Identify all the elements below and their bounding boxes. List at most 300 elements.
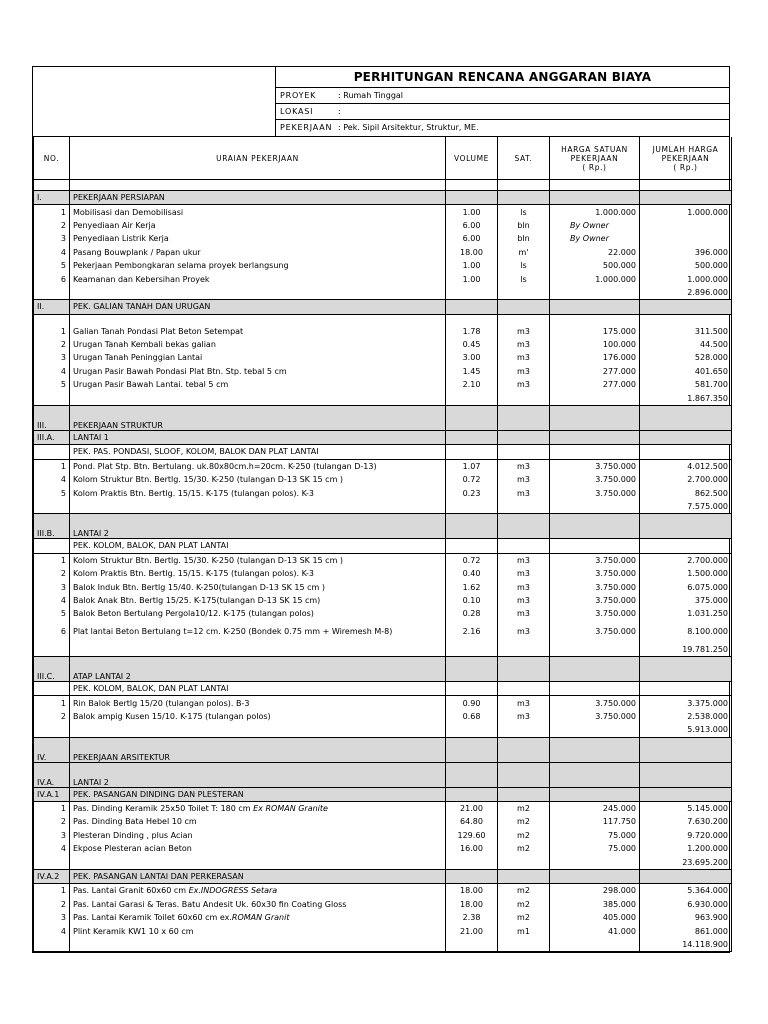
item-description bbox=[70, 594, 446, 607]
item-description bbox=[70, 696, 446, 710]
item-description bbox=[70, 259, 446, 272]
section-title: PEK. KOLOM, BALOK, DAN PLAT LANTAI bbox=[70, 681, 446, 695]
empty-cell bbox=[640, 787, 732, 801]
section-title: LANTAI 2 bbox=[70, 762, 446, 787]
empty-cell bbox=[550, 314, 640, 325]
table-row bbox=[34, 621, 732, 643]
item-description bbox=[70, 924, 446, 937]
item-total: 7.630.200 bbox=[640, 815, 732, 828]
item-unit: m3 bbox=[498, 621, 550, 643]
empty-cell bbox=[498, 855, 550, 869]
empty-cell bbox=[498, 430, 550, 444]
item-unit: ls bbox=[498, 272, 550, 285]
empty-cell bbox=[446, 500, 498, 514]
spacer-row bbox=[34, 180, 732, 191]
item-unit-price: 3.750.000 bbox=[550, 710, 640, 723]
item-total: 5.364.000 bbox=[640, 884, 732, 898]
subtotal-value: 14.118.900 bbox=[640, 938, 732, 952]
item-unit-price: 1.000.000 bbox=[550, 205, 640, 219]
item-description-text: Pas. Lantai Granit 60x60 cm bbox=[73, 886, 189, 896]
section-title: PEKERJAAN PERSIAPAN bbox=[70, 191, 446, 205]
item-description bbox=[70, 607, 446, 620]
empty-cell bbox=[640, 191, 732, 205]
item-description bbox=[70, 246, 446, 259]
empty-cell bbox=[550, 762, 640, 787]
empty-cell bbox=[550, 938, 640, 952]
empty-cell bbox=[34, 855, 70, 869]
item-description bbox=[70, 842, 446, 855]
item-description-text: Galian Tanah Pondasi Plat Beton Setempat bbox=[73, 326, 244, 336]
item-unit-price: 500.000 bbox=[550, 259, 640, 272]
item-volume: 0.90 bbox=[446, 696, 498, 710]
empty-cell bbox=[550, 787, 640, 801]
item-description bbox=[70, 580, 446, 593]
item-unit: m3 bbox=[498, 696, 550, 710]
table-row bbox=[34, 219, 732, 232]
item-description bbox=[70, 365, 446, 378]
item-volume: 1.78 bbox=[446, 325, 498, 338]
logo-box bbox=[33, 67, 276, 136]
empty-cell bbox=[34, 314, 70, 325]
item-volume: 0.23 bbox=[446, 486, 498, 499]
table-row bbox=[34, 351, 732, 364]
item-total: 1.200.000 bbox=[640, 842, 732, 855]
spacer-row bbox=[34, 314, 732, 325]
item-unit-price: 75.000 bbox=[550, 829, 640, 842]
empty-cell bbox=[446, 787, 498, 801]
sheet-header bbox=[33, 67, 729, 137]
item-number: 2 bbox=[34, 898, 70, 911]
item-unit-price: 3.750.000 bbox=[550, 621, 640, 643]
empty-cell bbox=[446, 286, 498, 300]
item-description-text: Pas. Lantai Garasi & Teras. Batu Andesit Uk. 60x30 fin Coating Gloss bbox=[73, 899, 347, 909]
item-description-text: Kolom Praktis Btn. Bertlg. 15/15. K-175 (tulangan polos). K-3 bbox=[73, 569, 314, 579]
item-description-text: Ekpose Plesteran acian Beton bbox=[73, 844, 192, 854]
item-unit: m3 bbox=[498, 553, 550, 567]
item-unit: m2 bbox=[498, 829, 550, 842]
empty-cell bbox=[550, 656, 640, 681]
item-unit: ls bbox=[498, 205, 550, 219]
item-unit-price: 1.000.000 bbox=[550, 272, 640, 285]
subtotal-value: 5.913.000 bbox=[640, 723, 732, 737]
empty-cell bbox=[446, 539, 498, 553]
item-number: 5 bbox=[34, 259, 70, 272]
item-volume: 3.00 bbox=[446, 351, 498, 364]
table-row bbox=[34, 898, 732, 911]
item-unit-price: 22.000 bbox=[550, 246, 640, 259]
item-number: 3 bbox=[34, 351, 70, 364]
item-number: 1 bbox=[34, 696, 70, 710]
subtotal-row bbox=[34, 391, 732, 405]
empty-cell bbox=[498, 391, 550, 405]
empty-cell bbox=[498, 643, 550, 657]
empty-cell bbox=[446, 430, 498, 444]
empty-cell bbox=[550, 500, 640, 514]
item-unit-price: 41.000 bbox=[550, 924, 640, 937]
info-key: PEKERJAAN bbox=[280, 123, 333, 132]
empty-cell bbox=[446, 405, 498, 430]
table-row bbox=[34, 884, 732, 898]
item-description-text: Keamanan dan Kebersihan Proyek bbox=[73, 274, 210, 284]
item-unit: m2 bbox=[498, 898, 550, 911]
empty-cell bbox=[550, 191, 640, 205]
empty-cell bbox=[640, 681, 732, 695]
section-row bbox=[34, 405, 732, 430]
table-row bbox=[34, 338, 732, 351]
section-title: PEK. PAS. PONDASI, SLOOF, KOLOM, BALOK DAN PLAT LANTAI bbox=[70, 445, 446, 459]
section-title: ATAP LANTAI 2 bbox=[70, 656, 446, 681]
item-description-text: Urugan Pasir Bawah Lantai. tebal 5 cm bbox=[73, 380, 229, 390]
item-description bbox=[70, 351, 446, 364]
item-description-text: Balok Induk Btn. Bertlg 15/40. K-250(tulangan D-13 SK 15 cm ) bbox=[73, 582, 325, 592]
item-number: 5 bbox=[34, 486, 70, 499]
item-description-italic: Ex ROMAN Granite bbox=[253, 804, 328, 814]
item-number: 3 bbox=[34, 580, 70, 593]
item-description bbox=[70, 473, 446, 486]
item-volume: 6.00 bbox=[446, 219, 498, 232]
item-total bbox=[640, 232, 732, 245]
item-unit: m2 bbox=[498, 842, 550, 855]
info-row-lokasi bbox=[276, 104, 729, 120]
item-description-text: Pekerjaan Pembongkaran selama proyek berlangsung bbox=[73, 261, 289, 271]
item-total: 396.000 bbox=[640, 246, 732, 259]
item-total: 375.000 bbox=[640, 594, 732, 607]
item-description bbox=[70, 232, 446, 245]
item-total: 862.500 bbox=[640, 486, 732, 499]
item-description-text: Rin Balok Bertlg 15/20 (tulangan polos). B-3 bbox=[73, 698, 250, 708]
item-number: 1 bbox=[34, 801, 70, 815]
empty-cell bbox=[550, 643, 640, 657]
section-title: PEK. GALIAN TANAH DAN URUGAN bbox=[70, 300, 446, 314]
item-description-text: Kolom Struktur Btn. Bertlg. 15/30. K-250 (tulangan D-13 SK 15 cm ) bbox=[73, 475, 344, 485]
empty-cell bbox=[640, 656, 732, 681]
item-description bbox=[70, 459, 446, 473]
section-number: IV.A. bbox=[34, 762, 70, 787]
table-row bbox=[34, 829, 732, 842]
empty-cell bbox=[640, 405, 732, 430]
item-description bbox=[70, 710, 446, 723]
item-total: 6.075.000 bbox=[640, 580, 732, 593]
empty-cell bbox=[446, 762, 498, 787]
item-description-text: Kolom Struktur Btn. Bertlg. 15/30. K-250 (tulangan D-13 SK 15 cm ) bbox=[73, 555, 344, 565]
item-volume: 0.10 bbox=[446, 594, 498, 607]
section-row bbox=[34, 787, 732, 801]
table-row bbox=[34, 325, 732, 338]
item-volume: 18.00 bbox=[446, 884, 498, 898]
table-row bbox=[34, 259, 732, 272]
item-volume: 1.00 bbox=[446, 259, 498, 272]
empty-cell bbox=[498, 191, 550, 205]
item-total: 44.500 bbox=[640, 338, 732, 351]
item-description-text: Penyediaan Listrik Kerja bbox=[73, 234, 169, 244]
item-volume: 0.40 bbox=[446, 567, 498, 580]
info-row-proyek bbox=[276, 88, 729, 104]
item-total: 1.500.000 bbox=[640, 567, 732, 580]
empty-cell bbox=[446, 723, 498, 737]
subtotal-value: 19.781.250 bbox=[640, 643, 732, 657]
item-description bbox=[70, 486, 446, 499]
item-unit-price: 3.750.000 bbox=[550, 696, 640, 710]
section-number: IV. bbox=[34, 737, 70, 762]
empty-cell bbox=[550, 430, 640, 444]
subsection-row bbox=[34, 539, 732, 553]
section-title: PEK. PASANGAN LANTAI DAN PERKERASAN bbox=[70, 869, 446, 883]
empty-cell bbox=[446, 855, 498, 869]
info-value: : Rumah Tinggal bbox=[338, 91, 404, 100]
item-description bbox=[70, 884, 446, 898]
item-unit-price: 277.000 bbox=[550, 365, 640, 378]
empty-cell bbox=[550, 445, 640, 459]
section-number: III. bbox=[34, 405, 70, 430]
section-row bbox=[34, 762, 732, 787]
item-number: 1 bbox=[34, 884, 70, 898]
empty-cell bbox=[550, 286, 640, 300]
item-description bbox=[70, 272, 446, 285]
col-uraian: URAIAN PEKERJAAN bbox=[70, 137, 446, 180]
item-unit: m3 bbox=[498, 351, 550, 364]
empty-cell bbox=[498, 405, 550, 430]
empty-cell bbox=[498, 314, 550, 325]
item-unit-price: 245.000 bbox=[550, 801, 640, 815]
item-total: 2.700.000 bbox=[640, 473, 732, 486]
table-row bbox=[34, 205, 732, 219]
item-volume: 18.00 bbox=[446, 898, 498, 911]
item-unit-price: 3.750.000 bbox=[550, 486, 640, 499]
item-volume: 0.72 bbox=[446, 473, 498, 486]
empty-cell bbox=[446, 938, 498, 952]
item-number: 6 bbox=[34, 621, 70, 643]
col-harga bbox=[550, 137, 640, 180]
item-description-text: Balok ampig Kusen 15/10. K-175 (tulangan polos) bbox=[73, 711, 271, 721]
item-unit-price: 298.000 bbox=[550, 884, 640, 898]
item-volume: 0.72 bbox=[446, 553, 498, 567]
table-row bbox=[34, 580, 732, 593]
item-unit: m3 bbox=[498, 459, 550, 473]
item-total: 3.375.000 bbox=[640, 696, 732, 710]
empty-cell bbox=[640, 314, 732, 325]
item-description bbox=[70, 325, 446, 338]
item-unit: m3 bbox=[498, 580, 550, 593]
col-sat: SAT. bbox=[498, 137, 550, 180]
table-row bbox=[34, 815, 732, 828]
item-unit: m3 bbox=[498, 710, 550, 723]
section-title: PEK. PASANGAN DINDING DAN PLESTERAN bbox=[70, 787, 446, 801]
item-unit: ls bbox=[498, 259, 550, 272]
empty-cell bbox=[498, 445, 550, 459]
item-total: 6.930.000 bbox=[640, 898, 732, 911]
empty-cell bbox=[550, 539, 640, 553]
item-unit-price: 3.750.000 bbox=[550, 580, 640, 593]
col-harga-line2: PEKERJAAN bbox=[570, 153, 619, 163]
info-key: LOKASI bbox=[280, 107, 314, 116]
item-total: 5.145.000 bbox=[640, 801, 732, 815]
info-key: PROYEK bbox=[280, 91, 317, 100]
item-description-text: Pas. Dinding Bata Hebel 10 cm bbox=[73, 817, 197, 827]
empty-cell bbox=[640, 430, 732, 444]
item-unit: m' bbox=[498, 246, 550, 259]
section-number bbox=[34, 445, 70, 459]
empty-cell bbox=[550, 405, 640, 430]
item-description-italic: ROMAN Granit bbox=[231, 913, 290, 923]
section-row bbox=[34, 737, 732, 762]
table-body bbox=[34, 180, 732, 952]
item-total: 2.538.000 bbox=[640, 710, 732, 723]
item-number: 4 bbox=[34, 924, 70, 937]
column-header-row bbox=[34, 137, 732, 180]
subtotal-value: 1.867.350 bbox=[640, 391, 732, 405]
item-volume: 129.60 bbox=[446, 829, 498, 842]
empty-cell bbox=[70, 723, 446, 737]
item-volume: 18.00 bbox=[446, 246, 498, 259]
item-total: 1.000.000 bbox=[640, 272, 732, 285]
empty-cell bbox=[446, 191, 498, 205]
section-number: IV.A.2 bbox=[34, 869, 70, 883]
item-volume: 1.00 bbox=[446, 205, 498, 219]
item-unit-price: 277.000 bbox=[550, 378, 640, 391]
table-row bbox=[34, 232, 732, 245]
item-volume: 2.10 bbox=[446, 378, 498, 391]
table-row bbox=[34, 911, 732, 924]
empty-cell bbox=[70, 855, 446, 869]
item-total: 528.000 bbox=[640, 351, 732, 364]
item-description-text: Penyediaan Air Kerja bbox=[73, 220, 156, 230]
empty-cell bbox=[34, 643, 70, 657]
item-description bbox=[70, 801, 446, 815]
item-description-text: Pasang Bouwplank / Papan ukur bbox=[73, 247, 201, 257]
item-unit: m1 bbox=[498, 924, 550, 937]
table-row bbox=[34, 710, 732, 723]
empty-cell bbox=[550, 391, 640, 405]
empty-cell bbox=[550, 514, 640, 539]
item-number: 1 bbox=[34, 553, 70, 567]
item-number: 1 bbox=[34, 205, 70, 219]
info-row-pekerjaan bbox=[276, 120, 729, 135]
table-row bbox=[34, 696, 732, 710]
empty-cell bbox=[498, 787, 550, 801]
item-total: 963.900 bbox=[640, 911, 732, 924]
item-volume: 21.00 bbox=[446, 924, 498, 937]
subtotal-value: 7.575.000 bbox=[640, 500, 732, 514]
table-row bbox=[34, 486, 732, 499]
item-unit: m3 bbox=[498, 365, 550, 378]
item-volume: 1.07 bbox=[446, 459, 498, 473]
item-volume: 2.38 bbox=[446, 911, 498, 924]
item-description-text: Pas. Lantai Keramik Toilet 60x60 cm ex. bbox=[73, 913, 232, 923]
item-unit: m2 bbox=[498, 815, 550, 828]
item-unit-price: 405.000 bbox=[550, 911, 640, 924]
subtotal-row bbox=[34, 723, 732, 737]
item-unit-price: By Owner bbox=[550, 219, 640, 232]
item-unit: m3 bbox=[498, 338, 550, 351]
section-row bbox=[34, 656, 732, 681]
item-description-text: Urugan Tanah Kembali bekas galian bbox=[73, 340, 216, 350]
item-volume: 1.45 bbox=[446, 365, 498, 378]
item-unit-price: 176.000 bbox=[550, 351, 640, 364]
item-volume: 0.68 bbox=[446, 710, 498, 723]
table-row bbox=[34, 553, 732, 567]
item-description bbox=[70, 567, 446, 580]
item-description bbox=[70, 621, 446, 643]
item-number: 5 bbox=[34, 378, 70, 391]
item-volume: 1.00 bbox=[446, 272, 498, 285]
item-unit: m3 bbox=[498, 486, 550, 499]
item-description-text: Plat lantai Beton Bertulang t=12 cm. K-250 (Bondek 0.75 mm + Wiremesh M-8) bbox=[73, 627, 393, 637]
empty-cell bbox=[34, 500, 70, 514]
empty-cell bbox=[498, 539, 550, 553]
item-number: 4 bbox=[34, 842, 70, 855]
empty-cell bbox=[550, 855, 640, 869]
section-title: PEKERJAAN STRUKTUR bbox=[70, 405, 446, 430]
table-row bbox=[34, 924, 732, 937]
item-number: 4 bbox=[34, 246, 70, 259]
item-unit: m3 bbox=[498, 325, 550, 338]
item-description bbox=[70, 205, 446, 219]
item-description-text: Plint Keramik KW1 10 x 60 cm bbox=[73, 926, 194, 936]
item-unit-price: 3.750.000 bbox=[550, 473, 640, 486]
empty-cell bbox=[498, 656, 550, 681]
empty-cell bbox=[640, 539, 732, 553]
empty-cell bbox=[446, 869, 498, 883]
empty-cell bbox=[550, 180, 640, 191]
table-row bbox=[34, 842, 732, 855]
item-description-text: Plesteran Dinding , plus Acian bbox=[73, 830, 193, 840]
item-volume: 0.28 bbox=[446, 607, 498, 620]
empty-cell bbox=[498, 737, 550, 762]
empty-cell bbox=[498, 180, 550, 191]
col-jumlah-line2: PEKERJAAN bbox=[661, 153, 710, 163]
item-volume: 6.00 bbox=[446, 232, 498, 245]
table-row bbox=[34, 473, 732, 486]
section-title: PEK. KOLOM, BALOK, DAN PLAT LANTAI bbox=[70, 539, 446, 553]
section-row bbox=[34, 191, 732, 205]
col-volume: VOLUME bbox=[446, 137, 498, 180]
item-unit-price: 3.750.000 bbox=[550, 553, 640, 567]
empty-cell bbox=[34, 723, 70, 737]
empty-cell bbox=[446, 737, 498, 762]
item-total: 1.000.000 bbox=[640, 205, 732, 219]
item-unit: m2 bbox=[498, 911, 550, 924]
table-row bbox=[34, 378, 732, 391]
empty-cell bbox=[498, 681, 550, 695]
page-title: PERHITUNGAN RENCANA ANGGARAN BIAYA bbox=[276, 67, 729, 88]
col-harga-line3: ( Rp.) bbox=[582, 162, 607, 172]
item-total: 1.031.250 bbox=[640, 607, 732, 620]
item-unit-price: 3.750.000 bbox=[550, 567, 640, 580]
empty-cell bbox=[446, 180, 498, 191]
item-unit: m2 bbox=[498, 884, 550, 898]
empty-cell bbox=[70, 286, 446, 300]
item-unit-price: 117.750 bbox=[550, 815, 640, 828]
item-unit: m3 bbox=[498, 473, 550, 486]
empty-cell bbox=[446, 300, 498, 314]
subtotal-row bbox=[34, 286, 732, 300]
item-number: 2 bbox=[34, 815, 70, 828]
empty-cell bbox=[446, 391, 498, 405]
section-number: I. bbox=[34, 191, 70, 205]
empty-cell bbox=[70, 643, 446, 657]
empty-cell bbox=[640, 300, 732, 314]
section-number: III.C. bbox=[34, 656, 70, 681]
table-row bbox=[34, 365, 732, 378]
empty-cell bbox=[34, 286, 70, 300]
table-row bbox=[34, 459, 732, 473]
item-total bbox=[640, 219, 732, 232]
item-description bbox=[70, 898, 446, 911]
empty-cell bbox=[640, 445, 732, 459]
item-total: 401.650 bbox=[640, 365, 732, 378]
empty-cell bbox=[498, 300, 550, 314]
empty-cell bbox=[34, 391, 70, 405]
